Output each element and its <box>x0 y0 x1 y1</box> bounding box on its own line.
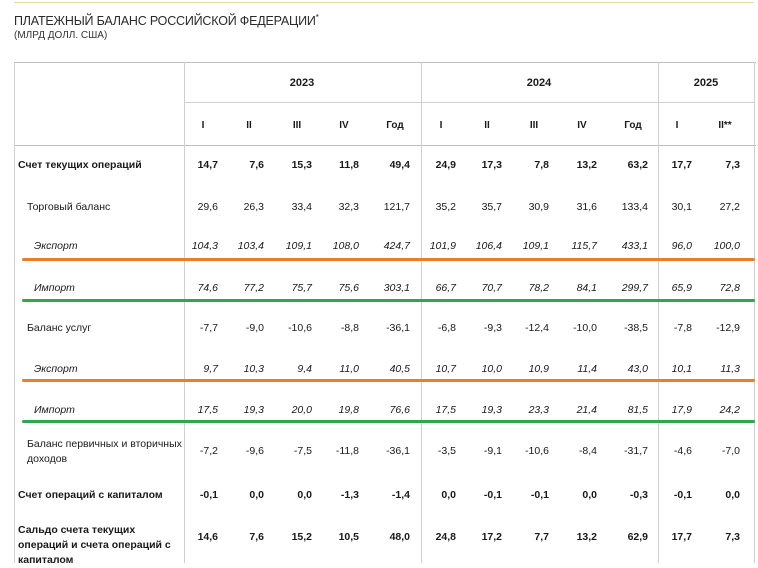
table-cell: 10,1 <box>671 363 692 375</box>
table-cell: 21,4 <box>576 404 597 416</box>
top-rule <box>14 2 754 3</box>
table-cell: 24,2 <box>719 404 740 416</box>
table-left-border <box>14 62 15 563</box>
table-cell: 30,9 <box>528 201 549 213</box>
table-cell: 19,8 <box>338 404 359 416</box>
table-cell: 0,0 <box>249 489 264 501</box>
table-cell: -36,1 <box>386 445 410 457</box>
import-underline <box>22 299 755 302</box>
table-cell: 74,6 <box>197 282 218 294</box>
table-cell: 15,3 <box>291 159 312 171</box>
table-cell: 104,3 <box>191 240 218 252</box>
table-cell: -7,2 <box>199 445 218 457</box>
table-cell: -12,4 <box>525 322 549 334</box>
import-underline <box>22 420 755 423</box>
table-cell: 133,4 <box>621 201 648 213</box>
table-cell: 11,8 <box>339 159 359 171</box>
period-header: III <box>292 120 302 131</box>
table-cell: 7,6 <box>249 531 264 543</box>
table-cell: -3,5 <box>437 445 456 457</box>
table-cell: 10,7 <box>435 363 456 375</box>
table-cell: 100,0 <box>713 240 740 252</box>
table-cell: 78,2 <box>528 282 549 294</box>
table-cell: 424,7 <box>383 240 410 252</box>
table-cell: 121,7 <box>383 201 410 213</box>
export-underline <box>22 258 755 261</box>
table-top-border <box>14 62 756 63</box>
table-cell: -1,4 <box>391 489 410 501</box>
table-cell: -6,8 <box>437 322 456 334</box>
table-cell: 7,7 <box>534 531 549 543</box>
table-cell: 20,0 <box>291 404 312 416</box>
table-cell: 17,5 <box>197 404 218 416</box>
table-cell: -9,3 <box>483 322 502 334</box>
row-label: Импорт <box>34 404 75 416</box>
table-cell: -36,1 <box>386 322 410 334</box>
table-cell: 0,0 <box>297 489 312 501</box>
table-cell: 63,2 <box>627 159 648 171</box>
table-cell: -7,8 <box>673 322 692 334</box>
table-cell: 17,2 <box>481 531 502 543</box>
table-cell: 7,8 <box>534 159 549 171</box>
year-header: 2024 <box>526 77 552 89</box>
table-cell: 303,1 <box>383 282 410 294</box>
row-label: Счет операций с капиталом <box>18 489 163 501</box>
table-cell: 19,3 <box>481 404 502 416</box>
row-label: Торговый баланс <box>27 201 111 213</box>
table-cell: 43,0 <box>627 363 648 375</box>
table-cell: 14,6 <box>197 531 218 543</box>
table-cell: 0,0 <box>582 489 597 501</box>
period-header: I <box>201 120 205 131</box>
row-label: Баланс первичных и вторичных доходов <box>27 438 182 465</box>
table-cell: 29,6 <box>197 201 218 213</box>
table-cell: 62,9 <box>627 531 648 543</box>
table-cell: 299,7 <box>621 282 648 294</box>
table-cell: -7,0 <box>721 445 740 457</box>
table-cell: 75,6 <box>338 282 359 294</box>
table-cell: 72,8 <box>719 282 740 294</box>
table-cell: 115,7 <box>571 240 597 252</box>
table-cell: -0,1 <box>673 489 692 501</box>
group-divider <box>421 62 422 563</box>
group-divider <box>184 62 185 563</box>
balance-table <box>14 62 756 566</box>
table-cell: -9,1 <box>483 445 502 457</box>
table-cell: 19,3 <box>243 404 264 416</box>
table-cell: 10,3 <box>243 363 264 375</box>
table-cell: -31,7 <box>624 445 648 457</box>
table-cell: -1,3 <box>340 489 359 501</box>
table-cell: 10,0 <box>481 363 502 375</box>
table-cell: -0,3 <box>629 489 648 501</box>
table-cell: 11,0 <box>339 363 359 375</box>
table-cell: 40,5 <box>389 363 410 375</box>
table-cell: 108,0 <box>332 240 359 252</box>
header-bottom-border <box>14 145 756 146</box>
year-header: 2023 <box>289 77 315 89</box>
table-cell: -8,4 <box>578 445 597 457</box>
table-cell: -10,6 <box>525 445 549 457</box>
table-cell: 101,9 <box>429 240 456 252</box>
table-cell: 76,6 <box>389 404 410 416</box>
table-cell: 106,4 <box>475 240 502 252</box>
period-header: Год <box>386 120 404 131</box>
table-cell: 103,4 <box>237 240 264 252</box>
table-cell: 23,3 <box>528 404 549 416</box>
table-cell: 11,3 <box>720 363 740 375</box>
table-cell: -8,8 <box>340 322 359 334</box>
table-cell: 7,3 <box>725 159 740 171</box>
table-cell: 75,7 <box>291 282 312 294</box>
table-cell: 7,6 <box>249 159 264 171</box>
row-label: Экспорт <box>34 240 78 252</box>
table-cell: 30,1 <box>671 201 692 213</box>
table-cell: 109,1 <box>285 240 312 252</box>
table-cell: -10,6 <box>288 322 312 334</box>
period-header: I <box>675 120 679 131</box>
group-divider <box>658 62 659 563</box>
table-cell: -0,1 <box>483 489 502 501</box>
table-cell: 11,4 <box>577 363 597 375</box>
year-header-divider <box>184 102 754 103</box>
period-header: III <box>529 120 539 131</box>
period-header: IV <box>339 120 349 131</box>
table-cell: -10,0 <box>573 322 597 334</box>
row-label: Сальдо счета текущих операций и счета операций с капиталом <box>18 524 171 566</box>
table-cell: 17,9 <box>671 404 692 416</box>
table-cell: -38,5 <box>624 322 648 334</box>
table-cell: 32,3 <box>338 201 359 213</box>
table-cell: -9,0 <box>245 322 264 334</box>
page-title: ПЛАТЕЖНЫЙ БАЛАНС РОССИЙСКОЙ ФЕДЕРАЦИИ* <box>14 13 319 29</box>
table-cell: 433,1 <box>621 240 648 252</box>
table-cell: 24,8 <box>435 531 456 543</box>
period-header: Год <box>624 120 642 131</box>
table-cell: 9,4 <box>297 363 312 375</box>
table-cell: 13,2 <box>576 531 597 543</box>
table-cell: 10,5 <box>338 531 359 543</box>
group-divider <box>754 62 755 563</box>
table-cell: 31,6 <box>576 201 597 213</box>
table-cell: 109,1 <box>522 240 549 252</box>
table-cell: 0,0 <box>441 489 456 501</box>
row-label: Баланс услуг <box>27 322 92 334</box>
table-cell: -4,6 <box>673 445 692 457</box>
table-cell: 70,7 <box>481 282 502 294</box>
table-cell: -0,1 <box>530 489 549 501</box>
table-cell: 9,7 <box>203 363 218 375</box>
table-cell: 17,5 <box>435 404 456 416</box>
table-cell: 24,9 <box>435 159 456 171</box>
table-cell: -12,9 <box>716 322 740 334</box>
table-cell: 81,5 <box>627 404 648 416</box>
table-cell: 14,7 <box>197 159 218 171</box>
period-header: IV <box>577 120 587 131</box>
table-cell: 27,2 <box>719 201 740 213</box>
table-cell: 15,2 <box>291 531 312 543</box>
period-header: I <box>439 120 443 131</box>
table-cell: 77,2 <box>243 282 264 294</box>
table-cell: 65,9 <box>671 282 692 294</box>
page-subtitle: (МЛРД ДОЛЛ. США) <box>14 30 108 41</box>
period-header: II <box>246 120 252 131</box>
table-cell: -9,6 <box>245 445 264 457</box>
row-label: Импорт <box>34 282 75 294</box>
table-cell: -7,7 <box>199 322 218 334</box>
export-underline <box>22 379 755 382</box>
table-cell: -7,5 <box>293 445 312 457</box>
table-cell: 33,4 <box>291 201 312 213</box>
row-label: Счет текущих операций <box>18 159 142 171</box>
table-cell: 13,2 <box>576 159 597 171</box>
table-cell: 48,0 <box>389 531 410 543</box>
table-cell: 35,7 <box>481 201 502 213</box>
table-cell: 7,3 <box>725 531 740 543</box>
table-cell: 10,9 <box>528 363 549 375</box>
table-cell: 17,3 <box>481 159 502 171</box>
table-cell: 0,0 <box>725 489 740 501</box>
table-cell: 26,3 <box>243 201 264 213</box>
table-cell: 96,0 <box>671 240 692 252</box>
table-cell: 17,7 <box>671 531 692 543</box>
period-header: II** <box>718 120 732 131</box>
table-cell: 35,2 <box>435 201 456 213</box>
row-label: Экспорт <box>34 363 78 375</box>
table-cell: 84,1 <box>576 282 597 294</box>
table-cell: 49,4 <box>389 159 410 171</box>
table-cell: 66,7 <box>435 282 456 294</box>
table-cell: -0,1 <box>199 489 218 501</box>
table-cell: 17,7 <box>671 159 692 171</box>
table-cell: -11,8 <box>335 445 359 457</box>
year-header: 2025 <box>693 77 719 89</box>
period-header: II <box>484 120 490 131</box>
